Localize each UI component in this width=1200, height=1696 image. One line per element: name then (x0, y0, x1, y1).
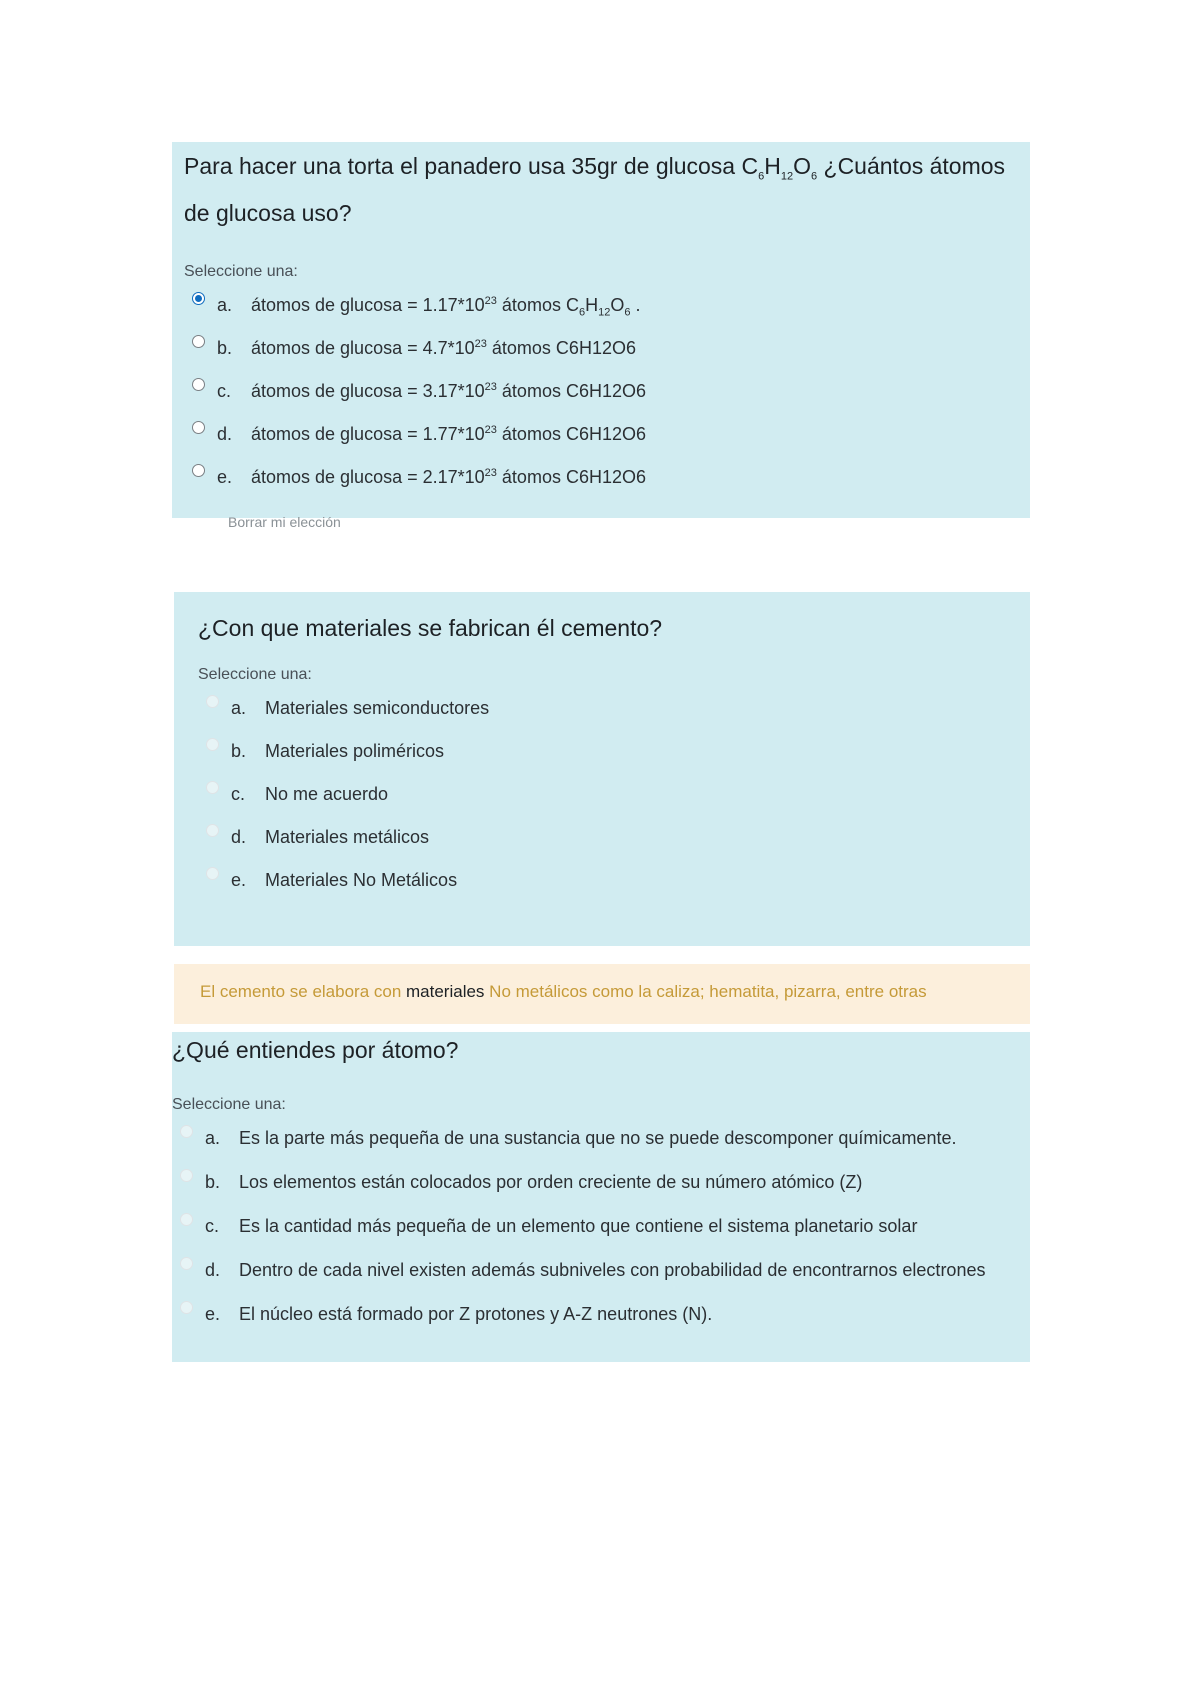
option-e[interactable]: e. El núcleo está formado por Z protones y A-Z neutrones (N). (172, 1304, 1030, 1348)
option-d[interactable]: d. Materiales metálicos (198, 827, 1006, 870)
option-c[interactable]: c. Es la cantidad más pequeña de un elemento que contiene el sistema planetario solar (172, 1216, 1030, 1260)
radio-button[interactable] (180, 1257, 193, 1270)
radio-button[interactable] (206, 867, 219, 880)
radio-button[interactable] (206, 695, 219, 708)
option-d[interactable]: d. átomos de $glucosa = 1.77*10^{23}$ átomos C6H12O6 (184, 424, 1018, 467)
radio-button[interactable] (192, 464, 205, 477)
radio-button[interactable] (180, 1169, 193, 1182)
radio-button[interactable] (192, 378, 205, 391)
radio-button[interactable] (192, 421, 205, 434)
select-one-label: Seleccione una: (198, 666, 312, 683)
radio-button[interactable] (206, 824, 219, 837)
option-a[interactable]: a. Es la parte más pequeña de una sustancia que no se puede descomponer químicamente. (172, 1128, 1030, 1172)
question-text-2: ¿Con que materiales se fabrican él cemento? (198, 615, 663, 641)
radio-button[interactable] (180, 1125, 193, 1138)
option-c[interactable]: c. No me acuerdo (198, 784, 1006, 827)
radio-button[interactable] (206, 781, 219, 794)
option-b[interactable]: b. Los elementos están colocados por orden creciente de su número atómico (Z) (172, 1172, 1030, 1216)
question-text-1: Para hacer una torta el panadero usa 35gr de glucosa $C_6H_{12}O_6$ ¿Cuántos átomos de glucosa uso? (184, 153, 1006, 226)
option-a[interactable]: a. Materiales semiconductores (198, 698, 1006, 741)
question-card-3 (172, 1032, 1030, 1362)
feedback-box: El cemento se elabora con materiales No metálicos como la caliza; hematita, pizarra, entre otras (174, 964, 1030, 1024)
select-one-label: Seleccione una: (184, 262, 298, 280)
question-text-3: ¿Qué entiendes por átomo? (172, 1037, 459, 1063)
option-b[interactable]: b. átomos de $glucosa = 4.7*10^{23}$ átomos C6H12O6 (184, 338, 1018, 381)
select-one-label: Seleccione una: (172, 1096, 286, 1113)
question-card-2 (174, 592, 1030, 946)
option-e[interactable]: e. átomos de $glucosa = 2.17*10^{23}$ átomos C6H12O6 (184, 467, 1018, 510)
radio-button[interactable] (180, 1213, 193, 1226)
clear-choice-link[interactable]: Borrar mi elección (228, 513, 341, 530)
option-b[interactable]: b. Materiales poliméricos (198, 741, 1006, 784)
question-card-1 (172, 142, 1030, 530)
option-c[interactable]: c. átomos de $glucosa = 3.17*10^{23}$ átomos C6H12O6 (184, 381, 1018, 424)
option-d[interactable]: d. Dentro de cada nivel existen además subniveles con probabilidad de encontrarnos electrones (172, 1260, 1030, 1304)
radio-button-selected[interactable] (192, 292, 205, 305)
radio-button[interactable] (180, 1301, 193, 1314)
option-e[interactable]: e. Materiales No Metálicos (198, 870, 1006, 913)
radio-button[interactable] (206, 738, 219, 751)
radio-button[interactable] (192, 335, 205, 348)
option-a[interactable]: a. átomos de $glucosa = 1.17*10^{23}$ átomos $C_6H_{12}O_6$ . (184, 295, 1018, 338)
